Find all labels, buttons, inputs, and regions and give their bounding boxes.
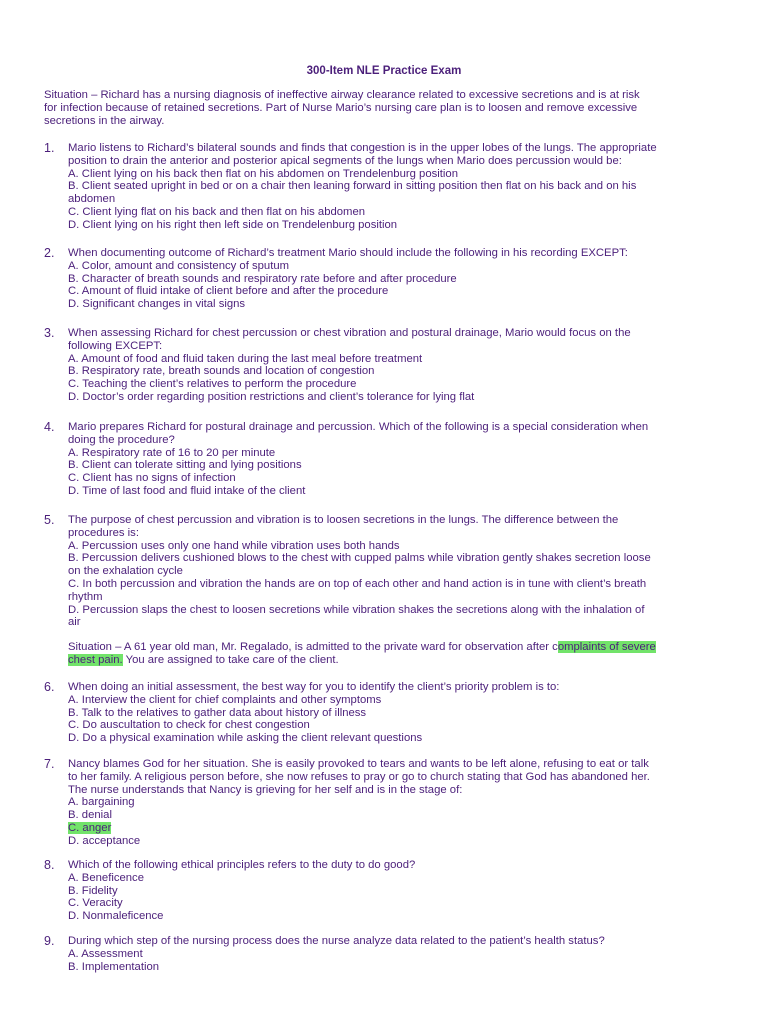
- text-line: [68, 654, 656, 667]
- answer-option: C. Amount of fluid intake of client before and after the procedure: [68, 285, 389, 298]
- situation-regalado: [68, 641, 656, 667]
- question-number: 8.: [44, 858, 55, 872]
- answer-option-highlighted: [68, 822, 650, 835]
- answer-option: D. Client lying on his right then left side on Trendelenburg position: [68, 218, 398, 231]
- text-line: [68, 641, 656, 654]
- text-line: secretions in the airway.: [44, 114, 165, 127]
- answer-option: on the exhalation cycle: [68, 565, 183, 578]
- answer-option: D. Do a physical examination while asking the client relevant questions: [68, 732, 423, 745]
- situation-richard: [44, 89, 640, 127]
- question-number: 4.: [44, 420, 55, 434]
- answer-option: D. acceptance: [68, 834, 141, 847]
- highlighted-text: C. anger: [68, 821, 112, 834]
- question-number: 9.: [44, 934, 55, 948]
- answer-option: B. Fidelity: [68, 884, 118, 897]
- answer-option: C. In both percussion and vibration the hands are on top of each other and hand action is in tune with client’s breath: [68, 577, 647, 590]
- answer-option: A. Respiratory rate of 16 to 20 per minute: [68, 446, 276, 459]
- answer-option: A. Assessment: [68, 947, 143, 960]
- highlighted-text: chest pain.: [68, 653, 123, 666]
- question-stem-line: Which of the following ethical principles refers to the duty to do good?: [68, 859, 416, 871]
- answer-option: B. Client can tolerate sitting and lying positions: [68, 459, 302, 472]
- answer-option: D. Doctor’s order regarding position restrictions and client’s tolerance for lying flat: [68, 390, 475, 403]
- question-stem-line: When doing an initial assessment, the best way for you to identify the client’s priority problem is to:: [68, 681, 560, 693]
- answer-option: D. Significant changes in vital signs: [68, 298, 246, 311]
- question-number: 1.: [44, 141, 55, 155]
- text-line: Situation – Richard has a nursing diagnosis of ineffective airway clearance related to excessive secretions and is at risk: [44, 89, 640, 101]
- question-stem-line: following EXCEPT:: [68, 339, 163, 352]
- question-stem-line: During which step of the nursing process does the nurse analyze data related to the patient’s health status?: [68, 935, 605, 947]
- question-stem-line: The nurse understands that Nancy is grieving for her self and is in the stage of:: [68, 783, 463, 796]
- answer-option: C. Client lying flat on his back and then flat on his abdomen: [68, 205, 366, 218]
- answer-option: A. Percussion uses only one hand while vibration uses both hands: [68, 539, 400, 552]
- question-stem-line: When assessing Richard for chest percussion or chest vibration and postural drainage, Mario would focus on the: [68, 327, 631, 339]
- answer-option: rhythm: [68, 590, 103, 603]
- question-number: 7.: [44, 757, 55, 771]
- answer-option: B. Percussion delivers cushioned blows to the chest with cupped palms while vibration gently shakes secretion loose: [68, 552, 651, 565]
- answer-option: B. Respiratory rate, breath sounds and location of congestion: [68, 365, 375, 378]
- answer-option: A. Amount of food and fluid taken during the last meal before treatment: [68, 352, 423, 365]
- text-line: for infection because of retained secretions. Part of Nurse Mario’s nursing care plan is to loosen and remove excessive: [44, 101, 638, 114]
- answer-option: D. Time of last food and fluid intake of the client: [68, 484, 306, 497]
- question-stem-line: When documenting outcome of Richard’s treatment Mario should include the following in his recording EXCEPT:: [68, 247, 628, 259]
- question-number: 2.: [44, 246, 55, 260]
- answer-option: C. Do auscultation to check for chest congestion: [68, 719, 310, 732]
- question-number: 3.: [44, 326, 55, 340]
- situation-text: You are assigned to take care of the client.: [122, 653, 339, 666]
- answer-option: B. denial: [68, 809, 112, 822]
- question-stem-line: Nancy blames God for her situation. She is easily provoked to tears and wants to be left alone, refusing to eat or talk: [68, 758, 649, 770]
- question-stem-line: doing the procedure?: [68, 433, 175, 446]
- answer-option: C. Veracity: [68, 897, 123, 910]
- question-stem-line: position to drain the anterior and posterior apical segments of the lungs when Mario does percussion would be:: [68, 154, 622, 167]
- answer-option: D. Percussion slaps the chest to loosen secretions while vibration shakes the secretions along with the inhalation of: [68, 603, 645, 616]
- answer-option: abdomen: [68, 193, 116, 206]
- situation-text: Situation – A 61 year old man, Mr. Regalado, is admitted to the private ward for observation after c: [68, 641, 558, 653]
- answer-option: A. bargaining: [68, 796, 135, 809]
- answer-option: B. Implementation: [68, 960, 160, 973]
- question-stem-line: to her family. A religious person before, she now refuses to pray or go to church stating that God has abandoned her.: [68, 770, 650, 783]
- answer-option: B. Talk to the relatives to gather data about history of illness: [68, 706, 367, 719]
- question-stem-line: The purpose of chest percussion and vibration is to loosen secretions in the lungs. The difference between the: [68, 514, 619, 526]
- answer-option: B. Client seated upright in bed or on a chair then leaning forward in sitting position then flat on his back and on his: [68, 180, 637, 193]
- question-stem-line: procedures is:: [68, 526, 139, 539]
- question-number: 5.: [44, 513, 55, 527]
- answer-option: C. Client has no signs of infection: [68, 472, 236, 485]
- highlighted-text: omplaints of severe: [557, 641, 656, 653]
- question-stem-line: Mario listens to Richard’s bilateral sounds and finds that congestion is in the upper lobes of the lungs. The appropriate: [68, 142, 657, 154]
- answer-option: A. Client lying on his back then flat on his abdomen on Trendelenburg position: [68, 167, 458, 180]
- answer-option: A. Color, amount and consistency of sputum: [68, 259, 290, 272]
- question-stem-line: Mario prepares Richard for postural drainage and percussion. Which of the following is a special consideration when: [68, 421, 649, 433]
- answer-option: D. Nonmaleficence: [68, 910, 164, 923]
- answer-option: C. Teaching the client’s relatives to perform the procedure: [68, 378, 357, 391]
- page-title: 300-Item NLE Practice Exam: [306, 65, 462, 77]
- question-number: 6.: [44, 680, 55, 694]
- answer-option: air: [68, 616, 81, 629]
- answer-option: A. Interview the client for chief complaints and other symptoms: [68, 693, 382, 706]
- answer-option: A. Beneficence: [68, 871, 144, 884]
- answer-option: B. Character of breath sounds and respiratory rate before and after procedure: [68, 272, 457, 285]
